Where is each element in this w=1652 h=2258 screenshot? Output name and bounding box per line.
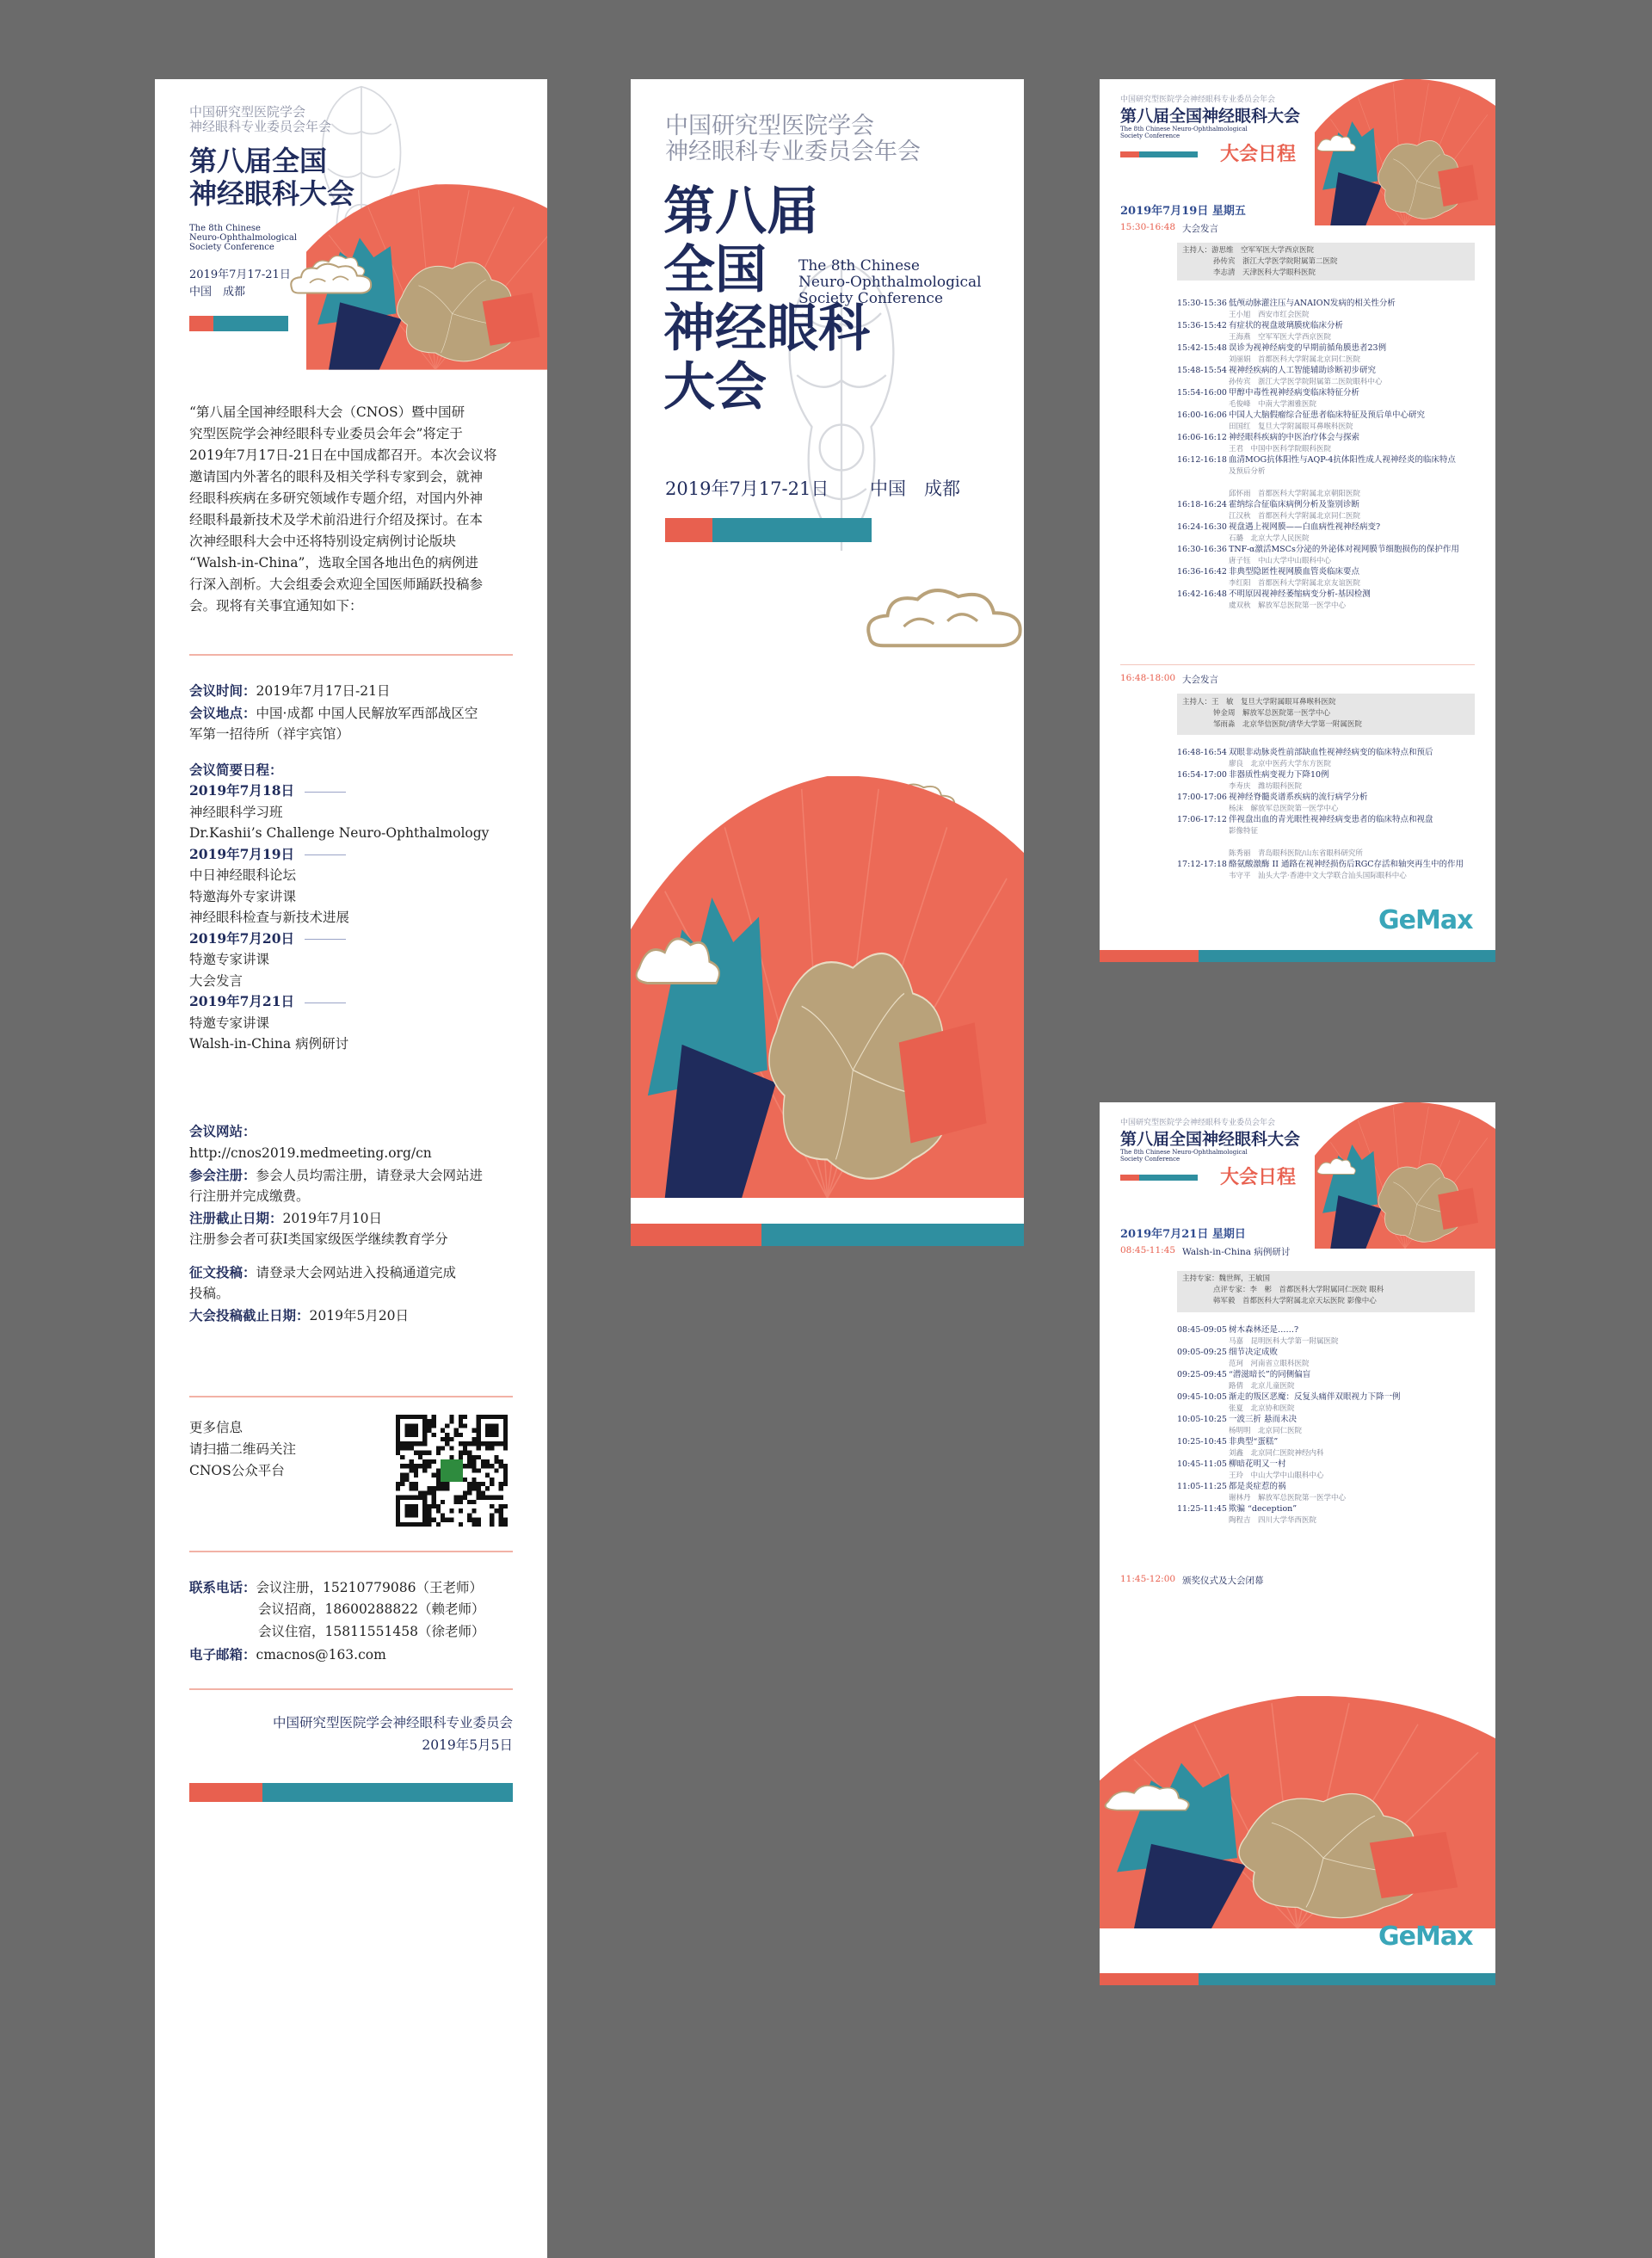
chair-list: [1182, 697, 1362, 731]
color-bar: [189, 316, 288, 331]
page-title: 全国: [663, 240, 767, 300]
divider: [189, 654, 513, 656]
intro-line: “Walsh-in-China”，选取全国各地出色的病例进: [189, 555, 478, 571]
talk-title: 视神经脊髓炎谱系疾病的流行病学分析: [1229, 793, 1368, 802]
talk-title: 双眼非动脉炎性前部缺血性视神经病变的临床特点和预后: [1229, 748, 1433, 757]
talk-time: 16:18-16:24: [1177, 500, 1227, 509]
talk-speaker: 及预后分析: [1229, 467, 1266, 476]
talk-speaker: 虞双秋 解放军总医院第一医学中心: [1229, 602, 1347, 610]
register-info-cont: 行注册并完成缴费。: [189, 1188, 310, 1204]
english-title: Neuro-Ophthalmological: [798, 274, 982, 291]
contact-phone: 联系电话：会议注册，15210779086（王老师）: [189, 1579, 483, 1595]
closing-time: 11:45-12:00: [1120, 1574, 1176, 1584]
talk-time: 09:45-10:05: [1177, 1392, 1227, 1402]
talk-row: [1177, 454, 1478, 466]
talk-row: [1177, 1324, 1478, 1336]
talk-speaker: 路倩 北京儿童医院: [1229, 1382, 1295, 1391]
agenda-item: 神经眼科学习班: [189, 804, 283, 820]
meeting-place-cont: 军第一招待所（祥宇宾馆）: [189, 726, 350, 742]
talk-row: [1177, 342, 1478, 355]
talk-speaker: 陈秀丽 青岛眼科医院/山东省眼科研究所: [1229, 849, 1363, 858]
meeting-time: 会议时间：2019年7月17日-21日: [189, 682, 391, 699]
talk-time: 10:45-11:05: [1177, 1459, 1227, 1469]
meeting-place: 会议地点：中国·成都 中国人民解放军西部战区空: [189, 705, 478, 721]
talk-speaker: 谢林丹 解放军总医院第一医学中心: [1229, 1494, 1347, 1502]
chair-line: 李志清 天津医科大学眼科医院: [1213, 268, 1316, 277]
talk-speaker: 王小旭 西安市红会医院: [1229, 311, 1310, 319]
talk-list: [1177, 747, 1478, 881]
talk-speaker: 韦守平 汕头大学·香港中文大学联合汕头国际眼科中心: [1229, 872, 1407, 880]
agenda-item: Dr.Kashii’s Challenge Neuro-Ophthalmology: [189, 825, 490, 841]
talk-time: 11:25-11:45: [1177, 1504, 1227, 1514]
talk-title: 误诊为视神经病变的早期前循角膜患者23例: [1229, 343, 1387, 353]
talk-time: 09:25-09:45: [1177, 1370, 1227, 1379]
talk-speaker: 杨明明 北京同仁医院: [1229, 1427, 1303, 1435]
schedule-day: 2019年7月21日 星期日: [1120, 1228, 1246, 1241]
talk-row: [1177, 792, 1478, 804]
talk-speaker: 石璐 北京大学人民医院: [1229, 534, 1310, 543]
talk-row: [1177, 410, 1478, 422]
talk-title: 非典型隐匿性视网膜血管炎临床要点: [1229, 567, 1360, 577]
header-title: 第八届全国神经眼科大会: [1120, 107, 1301, 126]
talk-row: [1177, 365, 1478, 377]
poster-panel: [631, 79, 1024, 1246]
fan-art-graphic: [1100, 1696, 1495, 1928]
talk-row: [1177, 1347, 1478, 1359]
talk-speaker: 王君 中国中医科学院眼科医院: [1229, 445, 1332, 453]
talk-row: [1177, 521, 1478, 534]
chair-line: 主持人：游思维 空军军医大学西京医院: [1182, 246, 1315, 255]
talk-row: [1177, 387, 1478, 399]
talk-row: [1177, 566, 1478, 578]
talk-speaker: 廖良 北京中医药大学东方医院: [1229, 760, 1332, 768]
register-info: 参会注册：参会人员均需注册，请登录大会网站进: [189, 1167, 484, 1183]
talk-speaker: 邱怀雨 首都医科大学附属北京朝阳医院: [1229, 490, 1361, 498]
talk-row: [1177, 814, 1478, 826]
more-info: 更多信息: [189, 1420, 243, 1435]
schedule-day: 2019年7月19日 星期五: [1120, 205, 1246, 218]
website-label: 会议网站：: [189, 1123, 256, 1139]
conference-date: 2019年7月17-21日: [189, 268, 291, 281]
color-bar: [189, 1783, 513, 1802]
talk-row: [1177, 769, 1478, 781]
talk-time: 09:05-09:25: [1177, 1348, 1227, 1357]
schedule-title: 大会日程: [1220, 1166, 1297, 1188]
gemax-logo: GeMax: [1378, 1922, 1473, 1952]
chair-line: 邹雨淼 北京华信医院/清华大学第一附属医院: [1213, 720, 1362, 729]
talk-row: [1177, 859, 1478, 871]
talk-time: 16:54-17:00: [1177, 770, 1227, 780]
agenda-date-rule: [305, 792, 346, 793]
talk-time: 15:54-16:00: [1177, 388, 1227, 398]
talk-time: 17:06-17:12: [1177, 815, 1227, 824]
talk-title: 不明原因视神经萎缩病变分析-基因检测: [1229, 589, 1371, 599]
register-deadline: 注册截止日期：2019年7月10日: [189, 1210, 383, 1226]
agenda-item: 大会发言: [189, 972, 243, 989]
agenda-date: 2019年7月18日: [189, 780, 516, 802]
talk-speaker: 影像特征: [1229, 827, 1259, 836]
agenda-item: 神经眼科检查与新技术进展: [189, 910, 350, 925]
header-title: 第八届全国神经眼科大会: [1120, 1130, 1301, 1149]
english-title: Neuro-Ophthalmological: [189, 233, 298, 243]
agenda-list: [189, 780, 516, 1055]
talk-time: 17:12-17:18: [1177, 860, 1227, 869]
talk-row: [1177, 298, 1478, 310]
intro-paragraph: [189, 402, 516, 617]
agenda-item: 特邀海外专家讲课: [189, 888, 297, 904]
divider: [189, 1396, 513, 1397]
schedule-panel-day3: [1100, 1102, 1495, 1985]
header-org: 中国研究型医院学会神经眼科专业委员会年会: [1120, 96, 1276, 104]
talk-speaker: 马嘉 昆明医科大学第一附属医院: [1229, 1337, 1339, 1346]
closing-title: 颁奖仪式及大会闭幕: [1182, 1576, 1264, 1586]
chair-line: 韩军毅 首都医科大学附属北京天坛医院 影像中心: [1213, 1297, 1377, 1305]
english-title: The 8th Chinese Neuro-Ophthalmological: [1120, 1149, 1248, 1156]
footer-date: 2019年5月5日: [422, 1737, 513, 1753]
divider: [1120, 664, 1475, 665]
english-title: The 8th Chinese: [189, 224, 261, 233]
english-title: Society Conference: [798, 290, 943, 307]
color-bar: [1120, 151, 1198, 157]
talk-row: [1177, 1414, 1478, 1426]
session-time: 15:30-16:48: [1120, 222, 1176, 232]
talk-title: 都是炎症惹的祸: [1229, 1482, 1286, 1491]
intro-line: 会。现将有关事宜通知如下：: [189, 598, 363, 614]
talk-time: 16:36-16:42: [1177, 567, 1227, 577]
talk-title: 伴视盘出血的青光眼性视神经病变患者的临床特点和视盘: [1229, 815, 1433, 824]
contact-phone: 会议住宿，15811551458（徐老师）: [258, 1624, 485, 1639]
talk-list: [1177, 298, 1478, 611]
talk-row: [1177, 1436, 1478, 1448]
talk-title: 有症状的视盘玻璃膜疣临床分析: [1229, 321, 1344, 330]
talk-speaker: 唐子钰 中山大学中山眼科中心: [1229, 557, 1332, 565]
color-bar: [1100, 950, 1495, 962]
color-bar: [631, 1224, 1024, 1246]
page-title: 大会: [663, 357, 767, 417]
notice-panel-lower: [155, 1396, 547, 2258]
talk-speaker: 王海燕 空军军医大学西京医院: [1229, 333, 1332, 342]
intro-line: 经眼科最新技术及学术前沿进行介绍及探讨。在本: [189, 512, 484, 527]
page-title: 第八届: [663, 182, 818, 242]
fan-art-graphic: [1315, 79, 1495, 225]
talk-title: 低颅动脉灌注压与ANAION发病的相关性分析: [1229, 299, 1396, 308]
agenda-heading: 会议简要日程：: [189, 762, 283, 778]
session-time: 16:48-18:00: [1120, 673, 1176, 683]
talk-title: 一波三折 悬而未决: [1229, 1415, 1298, 1424]
talk-row: [1177, 1459, 1478, 1471]
talk-time: 16:24-16:30: [1177, 522, 1227, 532]
schedule-panel-day1: [1100, 79, 1495, 962]
talk-speaker: 孙传宾 浙江大学医学院附属第二医院眼科中心: [1229, 378, 1383, 386]
english-title: The 8th Chinese Neuro-Ophthalmological: [1120, 126, 1248, 133]
more-info: 请扫描二维码关注: [189, 1441, 297, 1457]
agenda-date: 2019年7月20日: [189, 928, 516, 950]
talk-title: 甲醇中毒性视神经病变临床特征分析: [1229, 388, 1360, 398]
conference-date: 2019年7月17-21日: [665, 478, 829, 499]
talk-speaker: 李寿庆 潍坊眼科医院: [1229, 782, 1303, 791]
contact-phone: 会议招商，18600288822（赖老师）: [258, 1601, 485, 1617]
english-title: The 8th Chinese: [798, 257, 920, 275]
intro-line: 究型医院学会神经眼科专业委员会年会”将定于: [189, 426, 463, 441]
talk-title: 欺骗 “deception”: [1229, 1504, 1298, 1514]
submission-info: 征文投稿：请登录大会网站进入投稿通道完成: [189, 1264, 457, 1280]
intro-line: “第八届全国神经眼科大会（CNOS）暨中国研: [189, 404, 465, 420]
talk-speaker: 刘鑫 北京同仁医院神经内科: [1229, 1449, 1324, 1458]
talk-title: 非典型“蛋糕”: [1229, 1437, 1279, 1447]
session-title: Walsh-in-China 病例研讨: [1182, 1247, 1291, 1257]
divider: [189, 1551, 513, 1552]
talk-time: 11:05-11:25: [1177, 1482, 1227, 1491]
chair-line: 主持人：王 敏 复旦大学附属眼耳鼻喉科医院: [1182, 698, 1336, 706]
talk-time: 10:25-10:45: [1177, 1437, 1227, 1447]
header-org: 中国研究型医院学会神经眼科专业委员会年会: [1120, 1119, 1276, 1127]
page-title: 神经眼科: [663, 299, 870, 359]
org-line: 中国研究型医院学会: [665, 113, 874, 139]
talk-row: [1177, 544, 1478, 556]
talk-speaker: 杨沫 解放军总医院第一医学中心: [1229, 805, 1339, 813]
chair-line: 孙传宾 浙江大学医学院附属第二医院: [1213, 257, 1338, 266]
chair-line: 点评专家：李 彬 首都医科大学附属同仁医院 眼科: [1213, 1286, 1384, 1294]
talk-time: 16:42-16:48: [1177, 589, 1227, 599]
talk-title: TNF-α激活MSCs分泌的外泌体对视网膜节细胞损伤的保护作用: [1229, 545, 1459, 554]
agenda-date: 2019年7月21日: [189, 991, 516, 1013]
submission-deadline: 大会投稿截止日期：2019年5月20日: [189, 1307, 410, 1323]
talk-time: 17:00-17:06: [1177, 793, 1227, 802]
talk-title: 柳暗花明又一村: [1229, 1459, 1286, 1469]
cloud-icon: [288, 260, 374, 296]
schedule-title: 大会日程: [1220, 143, 1297, 165]
color-bar: [1100, 1973, 1495, 1985]
qr-code-icon[interactable]: [396, 1415, 508, 1527]
conference-place: 中国 成都: [870, 478, 960, 499]
agenda-item: 特邀专家讲课: [189, 1015, 270, 1031]
chair-list: [1182, 245, 1338, 279]
page-title: 第八届全国: [189, 145, 328, 177]
page-title: 神经眼科大会: [189, 177, 355, 210]
fan-art-graphic: [631, 776, 1024, 1198]
talk-speaker: 张夏 北京协和医院: [1229, 1404, 1295, 1413]
talk-speaker: 毛俊峰 中南大学湘雅医院: [1229, 400, 1317, 409]
talk-title: 视神经疾病的人工智能辅助诊断初步研究: [1229, 366, 1377, 375]
intro-line: 邀请国内外著名的眼科及相关学科专家到会，就神: [189, 469, 484, 484]
talk-speaker: 刘丽娟 首都医科大学附属北京同仁医院: [1229, 355, 1361, 364]
talk-time: 15:30-15:36: [1177, 299, 1227, 308]
talk-speaker: 李红阳 首都医科大学附属北京友谊医院: [1229, 579, 1361, 588]
org-line: 中国研究型医院学会: [189, 104, 306, 120]
intro-line: 经眼科疾病在多研究领域作专题介绍，对国内外神: [189, 490, 484, 506]
talk-title: 中国人大脑假瘤综合征患者临床特征及预后单中心研究: [1229, 410, 1426, 420]
fan-art-graphic: [1315, 1102, 1495, 1249]
talk-time: 08:45-09:05: [1177, 1325, 1227, 1335]
color-bar: [1120, 1175, 1198, 1181]
talk-row: [1177, 836, 1478, 848]
talk-time: 16:00-16:06: [1177, 410, 1227, 420]
notice-panel: [155, 79, 547, 1396]
more-info: CNOS公众平台: [189, 1463, 285, 1478]
talk-title: 血清MOG抗体阳性与AQP-4抗体阳性成人视神经炎的临床特点: [1229, 455, 1456, 465]
talk-row: [1177, 1391, 1478, 1404]
talk-time: 15:36-15:42: [1177, 321, 1227, 330]
gemax-logo: GeMax: [1378, 905, 1473, 935]
intro-line: 2019年7月17日-21日在中国成都召开。本次会议将: [189, 447, 497, 463]
talk-speaker: 范珂 河南省立眼科医院: [1229, 1360, 1310, 1368]
talk-title: “潜滋暗长”的同侧偏盲: [1229, 1370, 1311, 1379]
talk-speaker: 江汉秋 首都医科大学附属北京同仁医院: [1229, 512, 1361, 521]
talk-speaker: 王玲 中山大学中山眼科中心: [1229, 1471, 1324, 1480]
talk-row: [1177, 589, 1478, 601]
talk-row: [1177, 1481, 1478, 1493]
cloud-icon: [863, 583, 1024, 651]
contact-email[interactable]: 电子邮箱：cmacnos@163.com: [189, 1646, 386, 1663]
talk-time: 10:05-10:25: [1177, 1415, 1227, 1424]
website-link[interactable]: http://cnos2019.medmeeting.org/cn: [189, 1145, 432, 1161]
talk-title: 霍纳综合征临床病例分析及鉴别诊断: [1229, 500, 1360, 509]
chair-line: 钟金周 解放军总医院第一医学中心: [1213, 709, 1331, 718]
talk-title: 细节决定成败: [1229, 1348, 1279, 1357]
intro-line: 次神经眼科大会中还将特别设定病例讨论版块: [189, 534, 457, 549]
talk-time: 16:12-16:18: [1177, 455, 1227, 465]
org-line: 神经眼科专业委员会年会: [189, 119, 332, 134]
english-title: Society Conference: [1120, 133, 1180, 139]
talk-list: [1177, 1324, 1478, 1526]
talk-row: [1177, 477, 1478, 489]
color-bar: [665, 518, 872, 542]
submission-info-cont: 投稿。: [189, 1286, 230, 1301]
talk-speaker: 田国红 复旦大学附属眼耳鼻喉科医院: [1229, 423, 1353, 431]
agenda-item: 中日神经眼科论坛: [189, 867, 297, 883]
talk-time: 16:48-16:54: [1177, 748, 1227, 757]
talk-title: 视盘遇上视网膜——白血病性视神经病变?: [1229, 522, 1381, 532]
talk-time: 16:30-16:36: [1177, 545, 1227, 554]
talk-row: [1177, 1369, 1478, 1381]
english-title: Society Conference: [1120, 1156, 1180, 1163]
footer-org: 中国研究型医院学会神经眼科专业委员会: [272, 1715, 513, 1731]
talk-row: [1177, 432, 1478, 444]
chair-line: 主持专家：魏世辉，王敏国: [1182, 1274, 1271, 1283]
talk-row: [1177, 499, 1478, 511]
chair-list: [1182, 1274, 1384, 1307]
session-title: 大会发言: [1182, 675, 1218, 685]
intro-line: 行深入剖析。大会组委会欢迎全国医师踊跃投稿参: [189, 577, 484, 592]
talk-title: 树木森林还是……?: [1229, 1325, 1299, 1335]
talk-title: 渐走的叛区恶魔：反复头痛伴双眼视力下降一例: [1229, 1392, 1401, 1402]
talk-time: 15:42-15:48: [1177, 343, 1227, 353]
talk-time: 16:06-16:12: [1177, 433, 1227, 442]
talk-row: [1177, 1503, 1478, 1515]
agenda-date-rule: [305, 854, 346, 855]
session-time: 08:45-11:45: [1120, 1245, 1176, 1255]
conference-place: 中国 成都: [189, 286, 246, 299]
talk-speaker: 陶程吉 四川大学华西医院: [1229, 1516, 1317, 1525]
talk-title: 神经眼科疾病的中医治疗体会与探索: [1229, 433, 1360, 442]
org-line: 神经眼科专业委员会年会: [665, 139, 921, 165]
session-title: 大会发言: [1182, 224, 1218, 234]
talk-title: 酪氨酸激酶 II 通路在视神经损伤后RGC存活和轴突再生中的作用: [1229, 860, 1464, 869]
agenda-date-rule: [305, 939, 346, 940]
english-title: Society Conference: [189, 243, 274, 252]
agenda-item: Walsh-in-China 病例研讨: [189, 1036, 349, 1052]
credit-info: 注册参会者可获I类国家级医学继续教育学分: [189, 1231, 448, 1247]
talk-title: 非器质性病变视力下降10例: [1229, 770, 1329, 780]
talk-row: [1177, 747, 1478, 759]
agenda-date: 2019年7月19日: [189, 844, 516, 866]
talk-time: 15:48-15:54: [1177, 366, 1227, 375]
talk-row: [1177, 320, 1478, 332]
agenda-item: 特邀专家讲课: [189, 952, 270, 967]
divider: [189, 1688, 513, 1690]
